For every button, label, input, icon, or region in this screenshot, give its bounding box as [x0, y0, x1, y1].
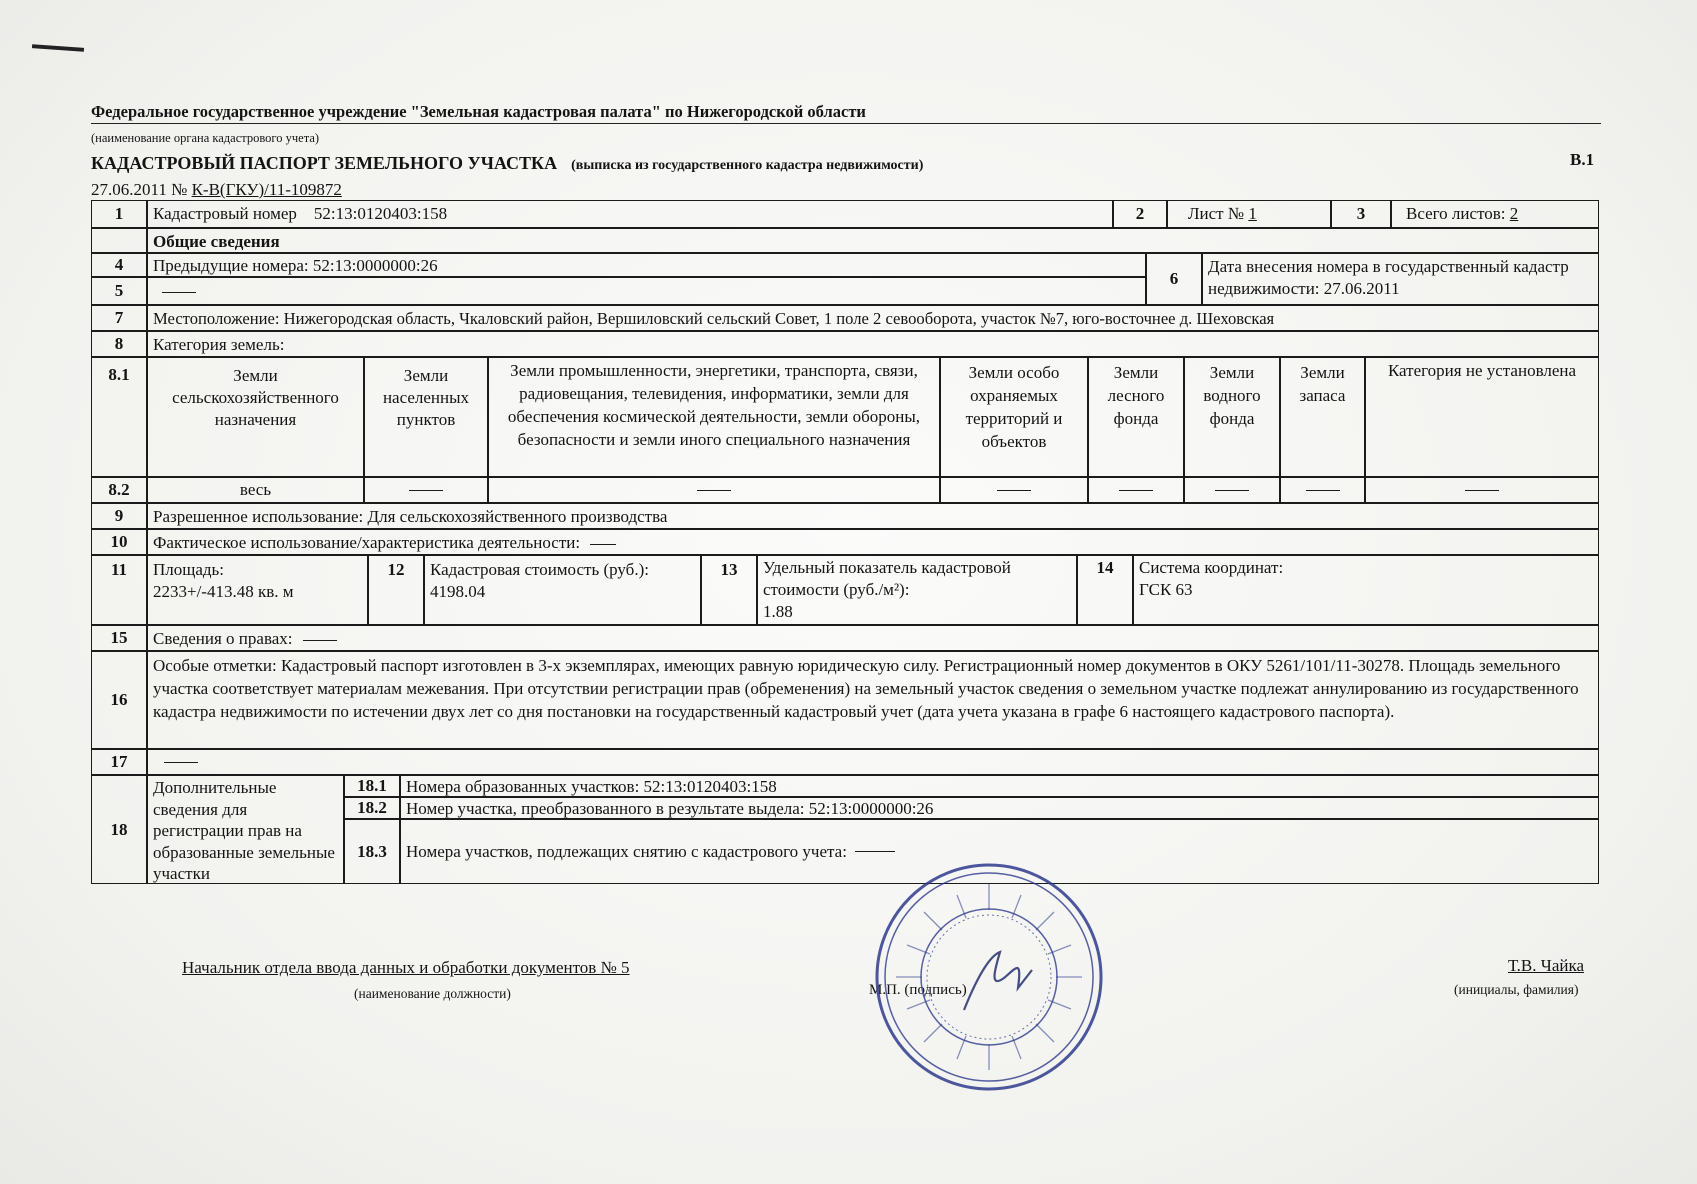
row-4-number: 4	[91, 253, 147, 277]
document-date: 27.06.2011 №	[91, 180, 188, 199]
specific-value-cell	[757, 555, 1077, 625]
category-value-not-set	[1365, 477, 1599, 503]
specific-value-label: Удельный показатель кадастровой стоимости (руб./м²):	[763, 558, 1011, 599]
form-code: В.1	[1570, 150, 1595, 169]
row-5-number: 5	[91, 277, 147, 305]
document-date-number	[91, 180, 342, 200]
category-reserve: Земли запаса	[1280, 357, 1365, 477]
specific-value: 1.88	[763, 602, 793, 621]
row-2-number: 2	[1113, 200, 1167, 228]
permitted-use: Разрешенное использование: Для сельскохозяйственного производства	[147, 503, 1599, 529]
row-5-value	[147, 277, 1146, 305]
row-18-3-number: 18.3	[344, 819, 400, 884]
scan-artifact	[32, 44, 84, 52]
coordinate-system-value: ГСК 63	[1139, 580, 1193, 599]
empty-dash	[590, 544, 616, 545]
total-sheets-cell	[1391, 200, 1599, 228]
document-title	[91, 153, 923, 174]
signer-position: Начальник отдела ввода данных и обработки документов № 5	[182, 958, 630, 977]
row-18-1-number: 18.1	[344, 775, 400, 797]
sheet-label: Лист №	[1188, 204, 1245, 223]
empty-dash	[855, 851, 895, 852]
empty-dash	[1119, 490, 1153, 491]
location: Местоположение: Нижегородская область, Чкаловский район, Вершиловский сельский Совет, 1 поле 2 севооборота, участок №7, юго-восточнее д. Шеховская	[147, 305, 1599, 331]
passport-table	[91, 200, 1599, 908]
additional-info-label: Дополнительные сведения для регистрации прав на образованные земельные участки	[147, 775, 344, 884]
coordinate-system-label: Система координат:	[1139, 558, 1284, 577]
row-9-number: 9	[91, 503, 147, 529]
rights-cell	[147, 625, 1599, 651]
row-13-number: 13	[701, 555, 757, 625]
signer-name: Т.В. Чайка	[1508, 956, 1585, 975]
organization-caption: (наименование органа кадастрового учета)	[91, 131, 320, 145]
empty-dash	[409, 490, 443, 491]
category-settlements: Земли населенных пунктов	[364, 357, 488, 477]
document-number: К-В(ГКУ)/11-109872	[191, 180, 342, 199]
title-subtitle: (выписка из государственного кадастра недвижимости)	[571, 158, 924, 173]
special-notes: Особые отметки: Кадастровый паспорт изготовлен в 3-х экземплярах, имеющих равную юридическую силу. Регистрационный номер документов в ОКУ 5261/101/11-30278. Площадь земельного участка соответствует материалам межевания. При отсутствии регистрации прав (обременения) на земельный участок сведения о земельном участке подлежат аннулированию из государственного кадастра недвижимости по истечении двух лет со дня постановки на государственный кадастровый учет (дата учета указана в графе 6 настоящего кадастрового паспорта).	[147, 651, 1599, 749]
title-text: КАДАСТРОВЫЙ ПАСПОРТ ЗЕМЕЛЬНОГО УЧАСТКА	[91, 153, 558, 173]
total-sheets-value: 2	[1509, 204, 1519, 223]
category-value-protected	[940, 477, 1088, 503]
row-7-number: 7	[91, 305, 147, 331]
category-forest: Земли лесного фонда	[1088, 357, 1184, 477]
rights-info: Сведения о правах:	[153, 629, 293, 648]
category-water: Земли водного фонда	[1184, 357, 1280, 477]
empty-dash	[1306, 490, 1340, 491]
land-category-label: Категория земель:	[147, 331, 1599, 357]
category-value-industry	[488, 477, 940, 503]
position-caption: (наименование должности)	[354, 986, 511, 1001]
row-8-2-number: 8.2	[91, 477, 147, 503]
cadastral-number-cell	[147, 200, 1113, 228]
row-8-number: 8	[91, 331, 147, 357]
row-6-number: 6	[1146, 253, 1202, 305]
registration-date: Дата внесения номера в государственный кадастр недвижимости: 27.06.2011	[1202, 253, 1599, 305]
row-1-number: 1	[91, 200, 147, 228]
row-8-1-number: 8.1	[91, 357, 147, 477]
sheet-value: 1	[1248, 204, 1257, 223]
category-value-water	[1184, 477, 1280, 503]
category-value-forest	[1088, 477, 1184, 503]
category-industry: Земли промышленности, энергетики, транспорта, связи, радиовещания, телевидения, информатики, земли для обеспечения космической деятельности, земли обороны, безопасности и земли иного специального назначения	[488, 357, 940, 477]
empty-dash	[1215, 490, 1249, 491]
row-18-2-number: 18.2	[344, 797, 400, 819]
row-16-number: 16	[91, 651, 147, 749]
category-value-agricultural: весь	[147, 477, 364, 503]
row-17-number: 17	[91, 749, 147, 775]
empty-dash	[697, 490, 731, 491]
empty-dash	[164, 762, 198, 763]
previous-numbers: Предыдущие номера: 52:13:0000000:26	[147, 253, 1146, 277]
sheet-number-cell	[1167, 200, 1331, 228]
row-3-number: 3	[1331, 200, 1391, 228]
plots-to-remove: Номера участков, подлежащих снятию с кадастрового учета:	[406, 841, 847, 861]
category-not-set: Категория не установлена	[1365, 357, 1599, 477]
name-caption: (инициалы, фамилия)	[1454, 982, 1579, 997]
row-17-value	[147, 749, 1599, 775]
organization-name: Федеральное государственное учреждение "Земельная кадастровая палата" по Нижегородской области	[91, 102, 1601, 124]
actual-use-cell	[147, 529, 1599, 555]
cadastral-value: 4198.04	[430, 582, 486, 601]
row-14-number: 14	[1077, 555, 1133, 625]
total-sheets-label: Всего листов:	[1406, 204, 1506, 223]
row-11-number: 11	[91, 555, 147, 625]
cadastral-value-cell	[424, 555, 701, 625]
area-value: 2233+/-413.48 кв. м	[153, 582, 294, 601]
empty-dash	[162, 292, 196, 293]
mp-label: М.П.	[869, 982, 901, 998]
row-10-number: 10	[91, 529, 147, 555]
category-agricultural: Земли сельскохозяйственного назначения	[147, 357, 364, 477]
category-value-reserve	[1280, 477, 1365, 503]
category-protected: Земли особо охраняемых территорий и объектов	[940, 357, 1088, 477]
cadastral-value-label: Кадастровая стоимость (руб.):	[430, 560, 649, 579]
cadastral-number-value: 52:13:0120403:158	[313, 204, 448, 223]
transformed-plot: Номер участка, преобразованного в результате выдела: 52:13:0000000:26	[400, 797, 1599, 819]
actual-use: Фактическое использование/характеристика деятельности:	[153, 533, 581, 552]
category-value-settlements	[364, 477, 488, 503]
row-12-number: 12	[368, 555, 424, 625]
row-15-number: 15	[91, 625, 147, 651]
empty-dash	[997, 490, 1031, 491]
cadastral-number-label: Кадастровый номер	[153, 204, 297, 223]
row-18-number: 18	[91, 775, 147, 884]
empty-dash	[303, 640, 337, 641]
general-number-cell	[91, 228, 147, 253]
area-cell	[147, 555, 368, 625]
coordinate-system-cell	[1133, 555, 1599, 625]
general-info-heading: Общие сведения	[147, 228, 1599, 253]
empty-dash	[1465, 490, 1499, 491]
official-stamp-icon	[872, 860, 1106, 1094]
area-label: Площадь:	[153, 560, 225, 579]
signature-caption: (подпись)	[904, 982, 967, 998]
formed-plots: Номера образованных участков: 52:13:0120403:158	[400, 775, 1599, 797]
